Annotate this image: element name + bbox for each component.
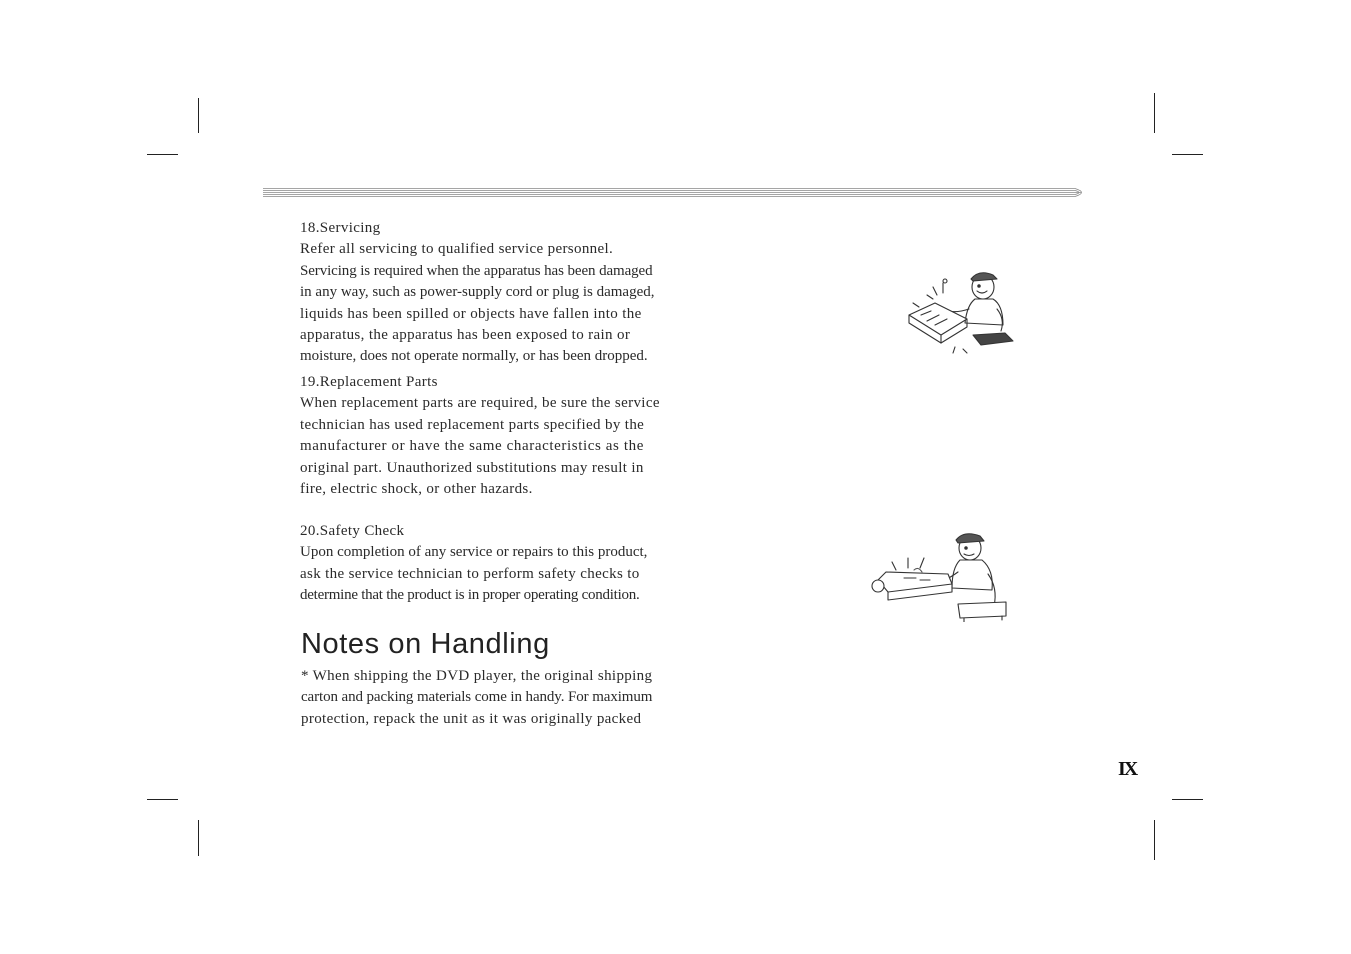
section-title: 20.Safety Check — [300, 523, 405, 539]
section-title: 18.Servicing — [300, 220, 381, 236]
body-line: technician has used replacement parts specified by the — [300, 416, 645, 433]
body-line: protection, repack the unit as it was originally packed — [301, 710, 642, 727]
body-line: Servicing is required when the apparatus has been damaged — [300, 262, 653, 279]
header-rule — [263, 187, 1089, 198]
body-line: in any way, such as power-supply cord or plug is damaged, — [300, 284, 655, 301]
section-body — [300, 393, 700, 500]
section-body — [300, 239, 700, 367]
body-line: manufacturer or have the same characteristics as the — [300, 438, 644, 455]
body-line: Upon completion of any service or repairs to this product, — [300, 544, 648, 561]
notes-heading: Notes on Handling — [301, 628, 550, 660]
crop-mark-bottom-right-horizontal — [1172, 799, 1203, 800]
body-line: original part. Unauthorized substitutions may result in — [300, 459, 644, 476]
crop-mark-top-right-horizontal — [1172, 154, 1203, 155]
crop-mark-bottom-left-horizontal — [147, 799, 178, 800]
body-line: fire, electric shock, or other hazards. — [300, 481, 533, 498]
section-replacement-parts — [300, 372, 700, 500]
crop-mark-top-left-vertical — [198, 98, 199, 133]
body-line: liquids has been spilled or objects have fallen into the — [300, 305, 642, 322]
section-safety-check — [300, 521, 700, 607]
section-body — [300, 542, 700, 606]
crop-mark-top-right-vertical — [1154, 93, 1155, 133]
body-line: When replacement parts are required, be sure the service — [300, 395, 660, 412]
technician-repairing-illustration — [905, 265, 1017, 357]
crop-mark-bottom-right-vertical — [1154, 820, 1155, 860]
body-line: determine that the product is in proper operating condition. — [300, 587, 640, 604]
crop-mark-bottom-left-vertical — [198, 820, 199, 856]
notes-body — [301, 666, 701, 730]
technician-safety-check-illustration — [868, 528, 1010, 622]
section-title: 19.Replacement Parts — [300, 374, 438, 390]
body-line: * When shipping the DVD player, the original shipping — [301, 668, 653, 684]
body-line: Refer all servicing to qualified service personnel. — [300, 241, 614, 258]
body-line: moisture, does not operate normally, or has been dropped. — [300, 348, 648, 365]
section-servicing — [300, 218, 700, 368]
page-number: IX — [1118, 758, 1137, 780]
body-line: carton and packing materials come in handy. For maximum — [301, 689, 653, 706]
body-line: ask the service technician to perform safety checks to — [300, 565, 640, 582]
body-line: apparatus, the apparatus has been exposed to rain or — [300, 327, 631, 344]
crop-mark-top-left-horizontal — [147, 154, 178, 155]
